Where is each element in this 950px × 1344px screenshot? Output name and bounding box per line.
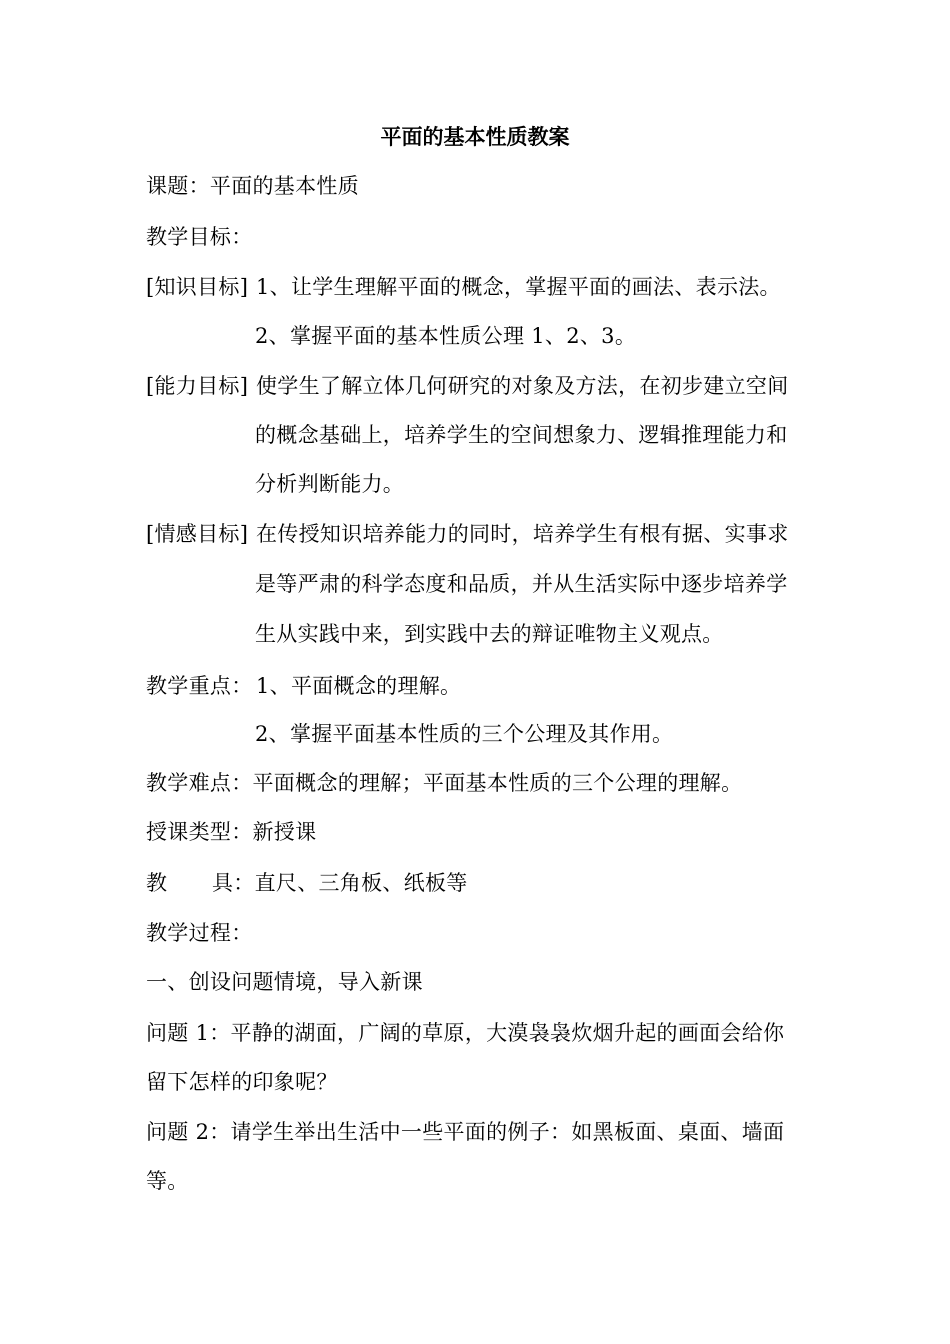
ability-goal-line-2: 的概念基础上，培养学生的空间想象力、逻辑推理能力和 bbox=[255, 423, 788, 447]
ability-goal-line-3: 分析判断能力。 bbox=[255, 472, 405, 496]
tools-label-b: 具：直尺、三角板、纸板等 bbox=[212, 871, 468, 895]
emotion-goal-line-1 bbox=[146, 520, 789, 548]
tools-line bbox=[146, 869, 468, 897]
emotion-goal-text-1: 在传授知识培养能力的同时，培养学生有根有据、实事求 bbox=[256, 522, 789, 546]
key-points-line-2: 2、掌握平面基本性质的三个公理及其作用。 bbox=[255, 722, 674, 746]
knowledge-goal-line-1 bbox=[146, 273, 781, 301]
ability-goal-line-1 bbox=[146, 372, 789, 400]
ability-goal-text-1: 使学生了解立体几何研究的对象及方法，在初步建立空间 bbox=[256, 374, 789, 398]
goals-heading: 教学目标： bbox=[146, 225, 253, 249]
question-2-line-2: 等。 bbox=[146, 1169, 189, 1193]
document-title: 平面的基本性质教案 bbox=[380, 125, 570, 149]
question-1-line-1: 问题 1：平静的湖面，广阔的草原，大漠袅袅炊烟升起的画面会给你 bbox=[146, 1021, 785, 1045]
emotion-goal-line-2: 是等严肃的科学态度和品质，并从生活实际中逐步培养学 bbox=[255, 572, 788, 596]
knowledge-goal-text-1: 1、让学生理解平面的概念，掌握平面的画法、表示法。 bbox=[256, 275, 781, 299]
key-points-text-1: 1、平面概念的理解。 bbox=[256, 674, 462, 698]
knowledge-goal-line-2: 2、掌握平面的基本性质公理 1、2、3。 bbox=[255, 324, 637, 348]
question-2-line-1: 问题 2：请学生举出生活中一些平面的例子：如黑板面、桌面、墙面 bbox=[146, 1120, 785, 1144]
question-1-line-2: 留下怎样的印象呢？ bbox=[146, 1070, 338, 1094]
emotion-goal-line-3: 生从实践中来，到实践中去的辩证唯物主义观点。 bbox=[255, 622, 724, 646]
key-points-line-1 bbox=[146, 672, 461, 700]
emotion-goal-tag: [情感目标] bbox=[146, 522, 249, 546]
knowledge-goal-tag: [知识目标] bbox=[146, 275, 249, 299]
process-heading: 教学过程： bbox=[146, 921, 253, 945]
tools-label-a: 教 bbox=[146, 871, 168, 895]
key-points-label: 教学重点： bbox=[146, 674, 253, 698]
difficulty-line: 教学难点：平面概念的理解；平面基本性质的三个公理的理解。 bbox=[146, 771, 743, 795]
topic-line: 课题：平面的基本性质 bbox=[146, 174, 359, 198]
section-1-heading: 一、创设问题情境，导入新课 bbox=[146, 970, 423, 994]
ability-goal-tag: [能力目标] bbox=[146, 374, 249, 398]
lesson-type-line: 授课类型：新授课 bbox=[146, 820, 317, 844]
